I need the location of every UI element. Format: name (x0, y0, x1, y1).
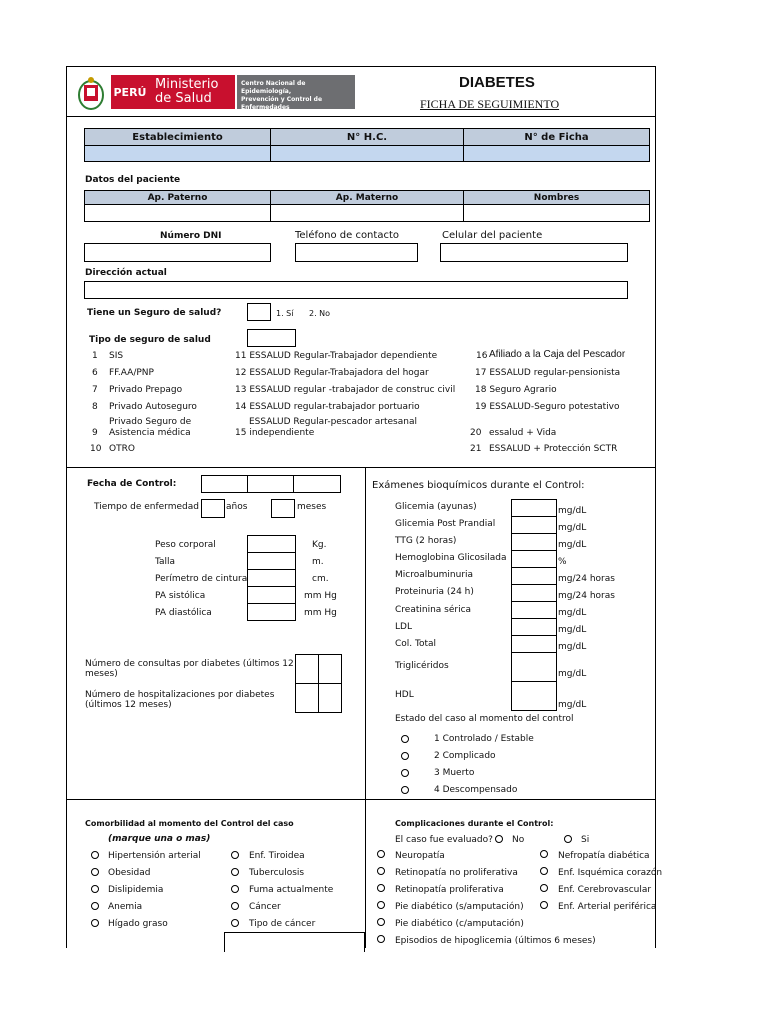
ins-text: 11 ESSALUD Regular-Trabajador dependiente (235, 351, 438, 361)
vital-field[interactable] (247, 586, 296, 604)
complic-checkbox[interactable] (540, 850, 548, 858)
page-title: DIABETES (459, 74, 535, 91)
center-line2: Prevención y Control de (241, 96, 323, 103)
hosp-label-1: Número de hospitalizaciones por diabetes (85, 690, 275, 700)
celular-label: Celular del paciente (442, 230, 543, 241)
estado-radio[interactable] (401, 735, 409, 743)
col-ficha: N° de Ficha (463, 128, 650, 146)
ins-text: 14 ESSALUD regular-trabajador portuario (235, 402, 420, 412)
ins-num: 1 (92, 351, 98, 361)
complic-label: Neuropatía (395, 851, 445, 861)
col-ap-materno: Ap. Materno (270, 190, 464, 205)
vital-label: PA diastólica (155, 608, 212, 618)
exam-unit: mg/dL (558, 700, 587, 710)
exam-label: Triglicéridos (395, 661, 449, 671)
exam-label: Proteinuria (24 h) (395, 587, 474, 597)
consultas-field-a[interactable] (295, 654, 319, 684)
ins-text: 15 independiente (235, 428, 315, 438)
fecha-day-field[interactable] (201, 475, 248, 493)
ins-text: Afiliado a la Caja del Pescador (489, 349, 626, 360)
col-ap-paterno: Ap. Paterno (84, 190, 271, 205)
ins-text: 12 ESSALUD Regular-Trabajadora del hogar (235, 368, 429, 378)
complic-checkbox[interactable] (377, 918, 385, 926)
estado-radio[interactable] (401, 752, 409, 760)
comorb-label: Cáncer (249, 902, 281, 912)
vital-label: PA sistólica (155, 591, 206, 601)
ins-text: 19 ESSALUD-Seguro potestativo (475, 402, 620, 412)
ap-paterno-field[interactable] (84, 204, 271, 222)
hosp-field-a[interactable] (295, 683, 319, 713)
complic-checkbox[interactable] (377, 867, 385, 875)
estado-label: 3 Muerto (434, 768, 475, 778)
evaluado-no-label: No (512, 835, 525, 845)
complic-checkbox[interactable] (377, 850, 385, 858)
direccion-field[interactable] (84, 281, 628, 299)
exam-field[interactable] (511, 618, 557, 636)
ins-text: Asistencia médica (109, 428, 191, 438)
exam-field[interactable] (511, 516, 557, 534)
estado-label: 1 Controlado / Estable (434, 734, 534, 744)
ministry-line2: de Salud (155, 91, 212, 106)
vital-field[interactable] (247, 552, 296, 570)
exam-field[interactable] (511, 499, 557, 517)
col-establecimiento: Establecimiento (84, 128, 271, 146)
exam-label: Hemoglobina Glicosilada (395, 553, 507, 563)
exam-field[interactable] (511, 584, 557, 602)
comorb-label: Obesidad (108, 868, 151, 878)
center-line1: Centro Nacional de Epidemiología, (241, 80, 306, 95)
complic-checkbox[interactable] (540, 867, 548, 875)
comorb-checkbox[interactable] (91, 902, 99, 910)
nombres-field[interactable] (463, 204, 650, 222)
col-nombres: Nombres (463, 190, 650, 205)
estado-label: 2 Complicado (434, 751, 496, 761)
vital-unit: mm Hg (304, 608, 337, 618)
estado-title: Estado del caso al momento del control (395, 714, 574, 724)
peru-text: PERÚ (113, 85, 147, 99)
section-divider (66, 799, 656, 800)
header-divider (66, 116, 656, 117)
vital-label: Peso corporal (155, 540, 216, 550)
complic-checkbox[interactable] (540, 901, 548, 909)
estado-label: 4 Descompensado (434, 785, 518, 795)
comorb-title: Comorbilidad al momento del Control del caso (85, 819, 294, 828)
estado-radio[interactable] (401, 786, 409, 794)
seguro-opt-no: 2. No (309, 309, 331, 318)
exam-unit: mg/dL (558, 506, 587, 516)
peru-badge (111, 75, 149, 109)
vital-field[interactable] (247, 569, 296, 587)
comorb-checkbox[interactable] (91, 868, 99, 876)
exam-unit: mg/dL (558, 625, 587, 635)
tipo-seguro-label: Tipo de seguro de salud (89, 335, 211, 345)
ins-num: 20 (470, 428, 482, 438)
header-logo (75, 73, 355, 113)
comorb-label: Anemia (108, 902, 143, 912)
hosp-label-2: (últimos 12 meses) (85, 700, 172, 710)
vital-label: Talla (155, 557, 176, 567)
exam-field[interactable] (511, 567, 557, 585)
dni-label: Número DNI (160, 231, 222, 241)
center-line3: Enfermedades (241, 104, 290, 111)
exam-label: HDL (395, 690, 414, 700)
exam-field[interactable] (511, 533, 557, 551)
ins-text: SIS (109, 351, 124, 361)
exam-label: Col. Total (395, 639, 437, 649)
complic-label: Retinopatía proliferativa (395, 885, 504, 895)
ins-text: essalud + Vida (489, 428, 557, 438)
hosp-field-b[interactable] (318, 683, 342, 713)
ins-num: 6 (92, 368, 98, 378)
fecha-month-field[interactable] (247, 475, 294, 493)
vital-field[interactable] (247, 535, 296, 553)
exam-field[interactable] (511, 601, 557, 619)
seguro-answer-box[interactable] (247, 303, 271, 321)
ins-text: Privado Seguro de (109, 417, 192, 427)
anos-field[interactable] (201, 499, 225, 518)
evaluado-si-radio[interactable] (564, 835, 572, 843)
fecha-year-field[interactable] (293, 475, 341, 493)
comorb-checkbox[interactable] (231, 851, 239, 859)
page-subtitle: FICHA DE SEGUIMIENTO (420, 97, 560, 111)
comorb-checkbox[interactable] (91, 851, 99, 859)
exam-unit: mg/dL (558, 540, 587, 550)
meses-field[interactable] (271, 499, 295, 518)
ins-text: 17 ESSALUD regular-pensionista (475, 368, 621, 378)
ins-text: 13 ESSALUD regular -trabajador de construc civil (235, 385, 456, 395)
complic-checkbox[interactable] (377, 935, 385, 943)
center-block (237, 75, 355, 109)
comorb-checkbox[interactable] (91, 919, 99, 927)
seguro-question: Tiene un Seguro de salud? (87, 308, 222, 318)
ins-text: OTRO (109, 444, 135, 454)
evaluado-no-radio[interactable] (495, 835, 503, 843)
ins-num: 10 (90, 444, 102, 454)
exam-unit: mg/24 horas (558, 591, 615, 601)
vertical-divider (365, 467, 366, 948)
patient-section-title: Datos del paciente (85, 175, 181, 185)
ins-text: ESSALUD + Protección SCTR (489, 444, 618, 454)
tipo-seguro-box[interactable] (247, 329, 296, 347)
consultas-label-2: meses) (85, 669, 118, 679)
complic-label: Pie diabético (c/amputación) (395, 919, 524, 929)
anos-label: años (226, 502, 248, 512)
exam-unit: mg/24 horas (558, 574, 615, 584)
comorb-checkbox[interactable] (231, 919, 239, 927)
exam-label: TTG (2 horas) (395, 536, 457, 546)
estado-radio[interactable] (401, 769, 409, 777)
exam-field[interactable] (511, 550, 557, 568)
exam-label: Creatinina sérica (395, 605, 472, 615)
vital-unit: mm Hg (304, 591, 337, 601)
exam-label: LDL (395, 622, 412, 632)
comorb-label: Hígado graso (108, 919, 168, 929)
comorb-label: Enf. Tiroidea (249, 851, 305, 861)
complic-checkbox[interactable] (540, 884, 548, 892)
ins-num: 21 (470, 444, 482, 454)
ap-materno-field[interactable] (270, 204, 464, 222)
hc-field[interactable] (270, 145, 464, 162)
tiempo-label: Tiempo de enfermedad (94, 502, 199, 512)
exam-field[interactable] (511, 635, 557, 653)
exam-unit: mg/dL (558, 523, 587, 533)
evaluado-si-label: Si (581, 835, 590, 845)
ministry-line1: Ministerio (155, 77, 219, 92)
establecimiento-field[interactable] (84, 145, 271, 162)
exam-label: Glicemia (ayunas) (395, 502, 477, 512)
complic-title: Complicaciones durante el Control: (395, 819, 554, 828)
ins-text: 18 Seguro Agrario (475, 385, 557, 395)
ins-num: 8 (92, 402, 98, 412)
seguro-opt-si: 1. Sí (276, 309, 294, 318)
meses-label: meses (297, 502, 327, 512)
ins-num: 9 (92, 428, 98, 438)
complic-label: Episodios de hipoglicemia (últimos 6 meses) (395, 936, 596, 946)
exams-title: Exámenes bioquímicos durante el Control: (372, 480, 585, 491)
exam-unit: mg/dL (558, 669, 587, 679)
vital-field[interactable] (247, 603, 296, 621)
comorb-checkbox[interactable] (91, 885, 99, 893)
vital-unit: cm. (312, 574, 329, 584)
comorb-label: Tipo de cáncer (249, 919, 316, 929)
complic-label: Enf. Cerebrovascular (558, 885, 652, 895)
exam-unit: % (558, 557, 567, 567)
fecha-control-label: Fecha de Control: (87, 479, 177, 489)
peru-coat-of-arms-icon (75, 75, 107, 111)
consultas-label-1: Número de consultas por diabetes (últimos 12 (85, 659, 294, 669)
comorb-checkbox[interactable] (231, 902, 239, 910)
vital-unit: Kg. (312, 540, 327, 550)
section-divider (66, 467, 656, 468)
ministry-block (149, 75, 235, 109)
complic-label: Pie diabético (s/amputación) (395, 902, 524, 912)
comorb-checkbox[interactable] (231, 868, 239, 876)
exam-field[interactable] (511, 681, 557, 711)
comorb-hint: (marque una o mas) (108, 834, 211, 844)
ins-num: 7 (92, 385, 98, 395)
celular-field[interactable] (440, 243, 628, 262)
ficha-field[interactable] (463, 145, 650, 162)
complic-label: Retinopatía no proliferativa (395, 868, 518, 878)
ins-text: ESSALUD Regular-pescador artesanal (249, 417, 417, 427)
ins-num: 16 (476, 351, 488, 361)
comorb-label: Hipertensión arterial (108, 851, 201, 861)
exam-label: Microalbuminuria (395, 570, 474, 580)
vital-label: Perímetro de cintura (155, 574, 248, 584)
exam-label: Glicemia Post Prandial (395, 519, 496, 529)
comorb-checkbox[interactable] (231, 885, 239, 893)
complic-label: Nefropatía diabética (558, 851, 650, 861)
evaluado-label: El caso fue evaluado? (395, 835, 493, 845)
direccion-label: Dirección actual (85, 268, 167, 278)
complic-label: Enf. Isquémica corazón (558, 868, 663, 878)
ins-text: Privado Prepago (109, 385, 183, 395)
dni-field[interactable] (84, 243, 271, 262)
complic-checkbox[interactable] (377, 884, 385, 892)
ins-text: Privado Autoseguro (109, 402, 197, 412)
comorb-label: Tuberculosis (249, 868, 305, 878)
telefono-field[interactable] (295, 243, 418, 262)
exam-unit: mg/dL (558, 642, 587, 652)
vital-unit: m. (312, 557, 324, 567)
consultas-field-b[interactable] (318, 654, 342, 684)
complic-label: Enf. Arterial periférica (558, 902, 657, 912)
comorb-label: Fuma actualmente (249, 885, 334, 895)
telefono-label: Teléfono de contacto (295, 230, 399, 241)
col-hc: N° H.C. (270, 128, 464, 146)
tipo-cancer-field[interactable] (224, 932, 365, 952)
exam-unit: mg/dL (558, 608, 587, 618)
complic-checkbox[interactable] (377, 901, 385, 909)
exam-field[interactable] (511, 652, 557, 682)
ins-text: FF.AA/PNP (109, 368, 154, 378)
comorb-label: Dislipidemia (108, 885, 164, 895)
